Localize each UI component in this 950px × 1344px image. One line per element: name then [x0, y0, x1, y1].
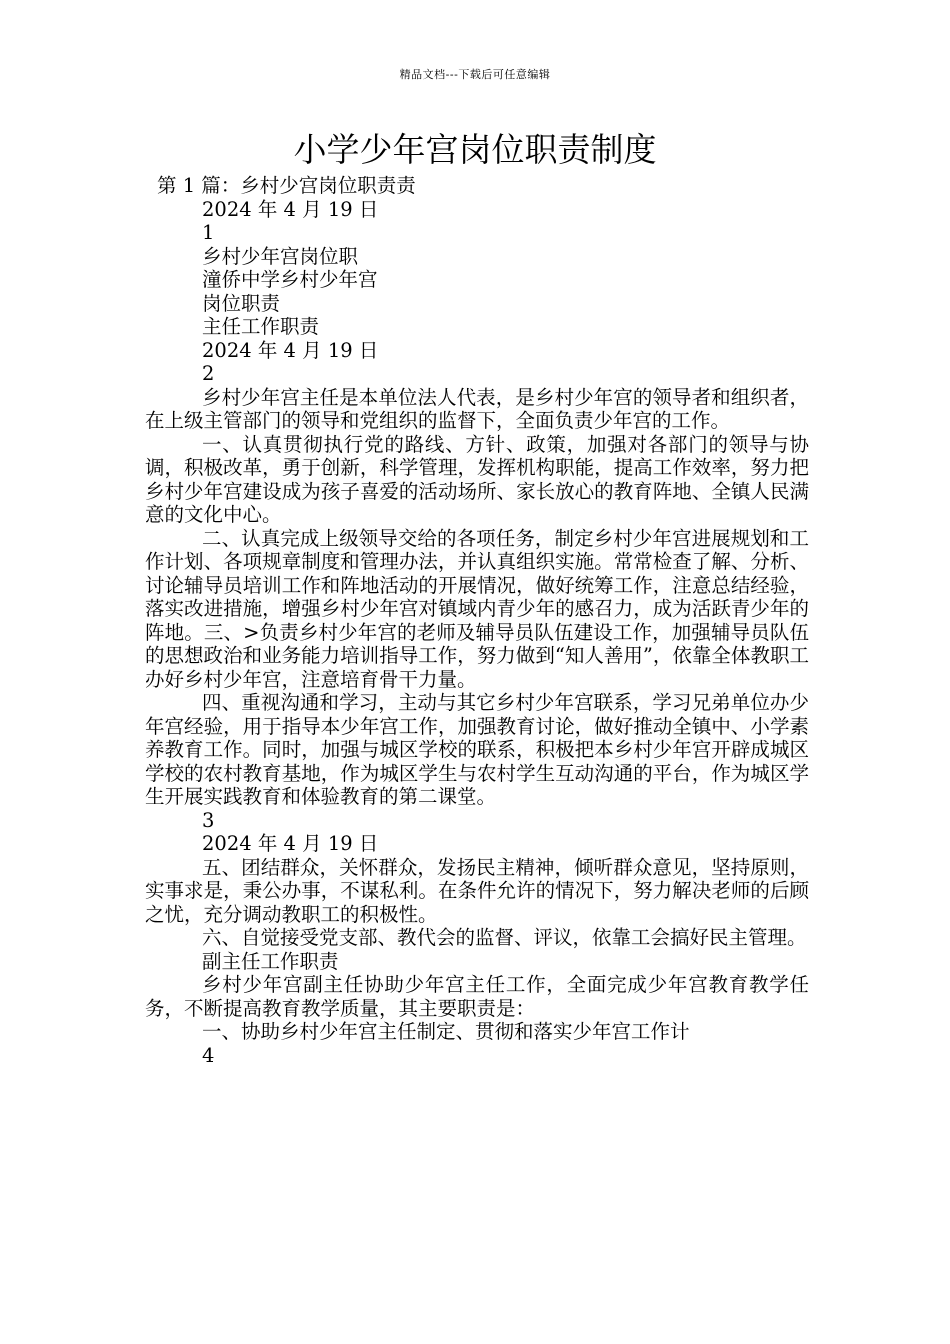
document-body — [145, 174, 809, 1067]
date-line: 2024 年 4 月 19 日 — [202, 197, 379, 221]
paragraph: 六、自觉接受党支部、教代会的监督、评议，依靠工会搞好民主管理。 — [202, 926, 807, 949]
paragraph: 一、认真贯彻执行党的路线、方针、政策，加强对各部门的领导与协调，积极改革，勇于创新，科学管理，发挥机构职能，提高工作效率，努力把乡村少年宫建设成为孩子喜爱的活动场所、家长放心的教育阵地、全镇人民满意的文化中心。 — [145, 432, 809, 526]
page-marker: 4 — [202, 1043, 215, 1067]
paragraph: 四、重视沟通和学习，主动与其它乡村少年宫联系，学习兄弟单位办少年宫经验，用于指导本少年宫工作，加强教育讨论，做好推动全镇中、小学素养教育工作。同时，加强与城区学校的联系，积极把本乡村少年宫开辟成城区学校的农村教育基地，作为城区学生与农村学生互动沟通的平台，作为城区学生开展实践教育和体验教育的第二课堂。 — [145, 691, 809, 808]
final-line: 一、协助乡村少年宫主任制定、贯彻和落实少年宫工作计 — [202, 1020, 690, 1043]
page-marker: 1 — [202, 221, 215, 244]
header-note: 精品文档---下载后可任意编辑 — [399, 68, 551, 81]
subheading: 乡村少年宫岗位职 — [202, 244, 359, 268]
paragraph: 五、团结群众，关怀群众，发扬民主精神，倾听群众意见，坚持原则，实事求是，秉公办事，不谋私利。在条件允许的情况下，努力解决老师的后顾之忧，充分调动教职工的积极性。 — [145, 855, 809, 926]
section-heading: 主任工作职责 — [202, 315, 320, 338]
date-line: 2024 年 4 月 19 日 — [202, 338, 379, 362]
paragraph: 二、认真完成上级领导交给的各项任务，制定乡村少年宫进展规划和工作计划、各项规章制度和管理办法，并认真组织实施。常常检查了解、分析、讨论辅导员培训工作和阵地活动的开展情况，做好统筹工作，注意总结经验，落实改进措施，增强乡村少年宫对镇域内青少年的感召力，成为活跃青少年的阵地。三、>负责乡村少年宫的老师及辅导员队伍建设工作，加强辅导员队伍的思想政治和业务能力培训指导工作，努力做到“知人善用”，依靠全体教职工办好乡村少年宫，注意培育骨干力量。 — [145, 526, 809, 691]
paragraph: 乡村少年宫副主任协助少年宫主任工作，全面完成少年宫教育教学任务，不断提高教育教学质量，其主要职责是： — [145, 973, 809, 1020]
subheading: 岗位职责 — [202, 291, 281, 315]
part-heading: 第 1 篇：乡村少宫岗位职责责 — [157, 174, 416, 197]
document-title: 小学少年宫岗位职责制度 — [293, 130, 657, 169]
date-line: 2024 年 4 月 19 日 — [202, 832, 379, 855]
section-heading: 副主任工作职责 — [202, 949, 339, 973]
school-name: 潼侨中学乡村少年宫 — [202, 268, 378, 291]
paragraph: 乡村少年宫主任是本单位法人代表，是乡村少年宫的领导者和组织者，在上级主管部门的领导和党组织的监督下，全面负责少年宫的工作。 — [145, 385, 809, 432]
page-marker: 3 — [202, 808, 215, 832]
page-marker: 2 — [202, 362, 215, 385]
